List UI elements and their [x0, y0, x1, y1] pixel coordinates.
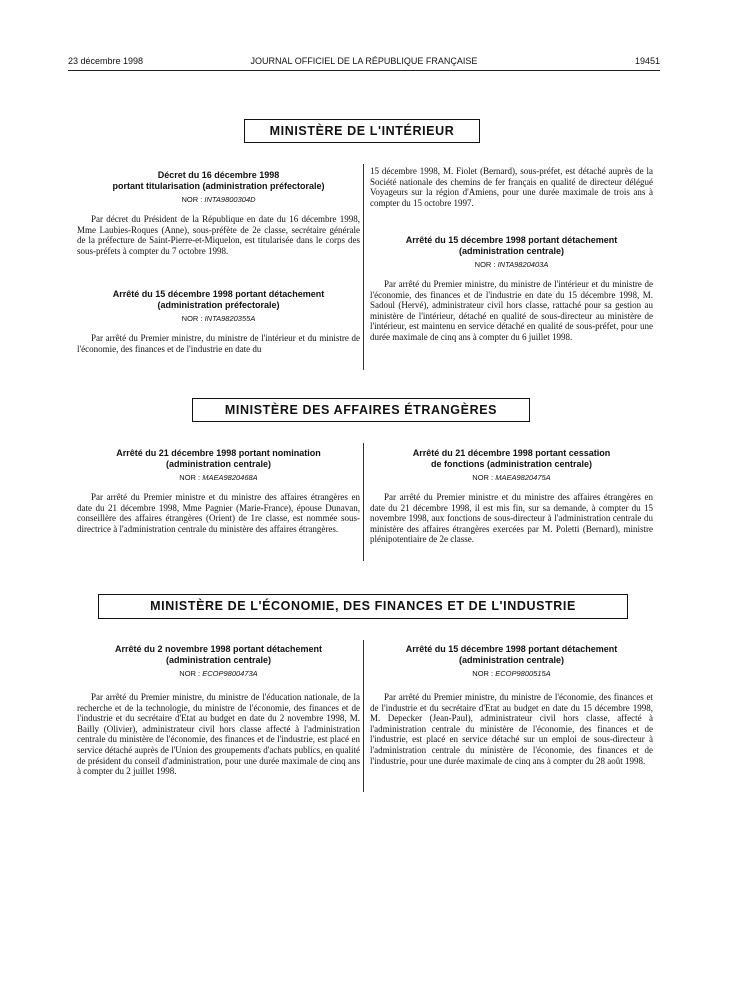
article-body: Par arrêté du Premier ministre, du ministre de l'économie, des finances et de l'industrie et du secrétaire d'Etat au budget en date du 15 décembre 1998, M. Depecker (Jean-Paul), administrateur civil hors classe, affecté à l'administration centrale du ministère de l'économie, des finances et de l'industrie, est placé en service détaché sur un emploi de sous-directeur à l'administration centrale du ministère de l'économie, des finances et de l'industrie, pour une durée maximale de cinq ans à compter du 28 août 1998.	[370, 692, 653, 766]
article-title: Arrêté du 15 décembre 1998 portant détachement (administration préfectorale)	[112, 289, 325, 310]
article-body: Par arrêté du Premier ministre et du ministre des affaires étrangères en date du 21 décembre 1998, Mme Pagnier (Marie-France), épouse Dunavan, conseillère des affaires étrangères (Orient) de 1re classe, est nommée sous-directrice à l'administration centrale du ministère des affaires étrangères.	[77, 492, 360, 534]
article-continuation	[370, 166, 653, 208]
header-page-number: 19451	[634, 56, 660, 66]
article-body: Par arrêté du Premier ministre, du ministre de l'intérieur et du ministre de l'économie, des finances et de l'industrie en date du	[77, 333, 360, 354]
header-date: 23 décembre 1998	[68, 56, 144, 66]
article-title: Décret du 16 décembre 1998 portant titularisation (administration préfectorale)	[112, 170, 325, 191]
nor-reference: NOR : MAEA9820468A	[179, 473, 258, 482]
article-arrete-detachement-bailly	[77, 644, 360, 777]
header-journal-title: JOURNAL OFFICIEL DE LA RÉPUBLIQUE FRANÇAISE	[250, 56, 478, 66]
article-title: Arrêté du 21 décembre 1998 portant cessation de fonctions (administration centrale)	[412, 448, 611, 469]
nor-reference: NOR : ECOP9800473A	[179, 669, 258, 678]
nor-reference: NOR : ECOP9800515A	[472, 669, 551, 678]
nor-reference: NOR : INTA9800304D	[181, 195, 256, 204]
nor-reference: NOR : INTA9820355A	[181, 314, 256, 323]
nor-reference: NOR : INTA9820403A	[474, 260, 549, 269]
nor-reference: NOR : MAEA9820475A	[472, 473, 551, 482]
article-arrete-nomination	[77, 448, 360, 534]
column-divider	[363, 164, 364, 370]
article-title: Arrêté du 21 décembre 1998 portant nomination (administration centrale)	[116, 448, 321, 469]
article-title: Arrêté du 15 décembre 1998 portant détachement (administration centrale)	[405, 644, 618, 665]
article-body-continued: 15 décembre 1998, M. Fiolet (Bernard), sous-préfet, est détaché auprès de la Société nationale des chemins de fer français en qualité de directeur délégué Voyageurs sur la région d'Amiens, pour une durée maximale de trois ans à compter du 15 octobre 1997.	[370, 166, 653, 208]
article-arrete-detachement-depecker	[370, 644, 653, 766]
ministry-heading-economie: MINISTÈRE DE L'ÉCONOMIE, DES FINANCES ET DE L'INDUSTRIE	[98, 594, 628, 619]
article-body: Par arrêté du Premier ministre, du ministre de l'éducation nationale, de la recherche et de la technologie, du ministre de l'économie, des finances et de l'industrie et du secrétaire d'Etat au budget en date du 2 novembre 1998, M. Bailly (Olivier), administrateur civil hors classe affecté à l'administration centrale du ministère de l'économie, des finances et de l'industrie, est placé en service détaché auprès de l'Union des groupements d'achats publics, en qualité de président du conseil d'administration, pour une durée maximale de cinq ans à compter du 2 juillet 1998.	[77, 692, 360, 777]
ministry-heading-affaires-etrangeres: MINISTÈRE DES AFFAIRES ÉTRANGÈRES	[192, 398, 530, 422]
article-body: Par décret du Président de la République en date du 16 décembre 1998, Mme Laubies-Roques (Anne), sous-préfète de 2e classe, secrétaire générale de la préfecture de Saint-Pierre-et-Miquelon, est titularisée dans le corps des sous-préfets à compter du 7 octobre 1998.	[77, 214, 360, 256]
column-divider	[363, 443, 364, 561]
article-decret-titularisation	[77, 170, 360, 256]
article-arrete-detachement-prefectorale	[77, 289, 360, 354]
header-rule	[68, 70, 660, 71]
ministry-heading-interieur: MINISTÈRE DE L'INTÉRIEUR	[244, 119, 480, 143]
article-title: Arrêté du 15 décembre 1998 portant détachement (administration centrale)	[405, 235, 618, 256]
article-title: Arrêté du 2 novembre 1998 portant détachement (administration centrale)	[114, 644, 323, 665]
column-divider	[363, 640, 364, 792]
article-arrete-cessation	[370, 448, 653, 545]
article-body: Par arrêté du Premier ministre, du ministre de l'intérieur et du ministre de l'économie, des finances et de l'industrie en date du 15 décembre 1998, M. Sadoul (Hervé), administrateur civil hors classe, rattaché pour sa gestion au ministère de l'intérieur, détaché en qualité de sous-directeur au ministère de l'intérieur, est maintenu en service détaché en qualité de sous-préfet, pour une durée maximale de cinq ans à compter du 6 juillet 1998.	[370, 279, 653, 342]
article-arrete-detachement-centrale	[370, 235, 653, 343]
article-body: Par arrêté du Premier ministre et du ministre des affaires étrangères en date du 21 décembre 1998, il est mis fin, sur sa demande, à compter du 15 novembre 1998, aux fonctions de sous-directeur à l'administration centrale du ministère des affaires étrangères exercées par M. Poletti (Bernard), ministre plénipotentiaire de 2e classe.	[370, 492, 653, 545]
running-header	[68, 56, 660, 70]
